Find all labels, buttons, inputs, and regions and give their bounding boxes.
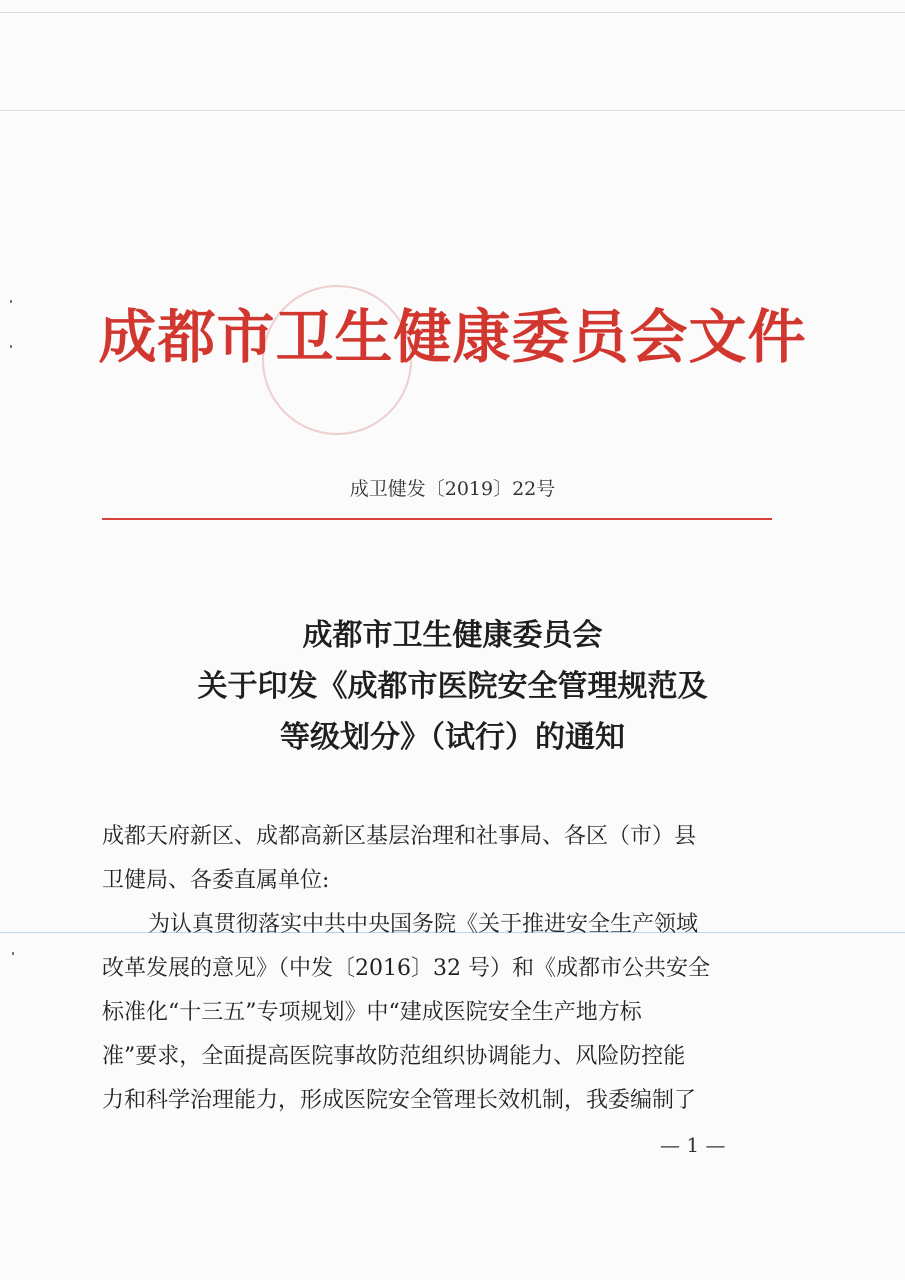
paragraph-line: 准”要求，全面提高医院事故防范组织协调能力、风险防控能 [102,1044,686,1069]
paragraph-line: 力和科学治理能力，形成医院安全管理长效机制，我委编制了 [102,1088,697,1113]
red-divider-line [102,518,772,520]
notice-title [0,610,905,763]
scan-speck [10,345,12,348]
scan-edge-line [0,110,905,111]
notice-title-line-3: 等级划分》（试行）的通知 [280,720,625,755]
scan-edge-line [0,12,905,13]
recipients-line-1: 成都天府新区、成都高新区基层治理和社事局、各区（市）县 [102,824,697,849]
body-text [102,815,774,1123]
paragraph-line: 标准化“十三五”专项规划》中“建成医院安全生产地方标 [102,1000,642,1025]
notice-title-line-1: 成都市卫生健康委员会 [302,618,603,653]
document-header-title: 成都市卫生健康委员会文件 [98,303,807,371]
recipients-line-2: 卫健局、各委直属单位: [102,868,330,893]
scan-speck [12,952,14,955]
notice-title-line-2: 关于印发《成都市医院安全管理规范及 [197,669,708,704]
page-number: — 1 — [660,1133,726,1157]
paragraph-line: 为认真贯彻落实中共中央国务院《关于推进安全生产领域 [148,912,699,937]
scan-speck [10,300,12,303]
document-number: 成卫健发〔2019〕22号 [349,478,556,500]
paragraph-line: 改革发展的意见》（中发〔2016〕32 号）和《成都市公共安全 [102,956,710,981]
